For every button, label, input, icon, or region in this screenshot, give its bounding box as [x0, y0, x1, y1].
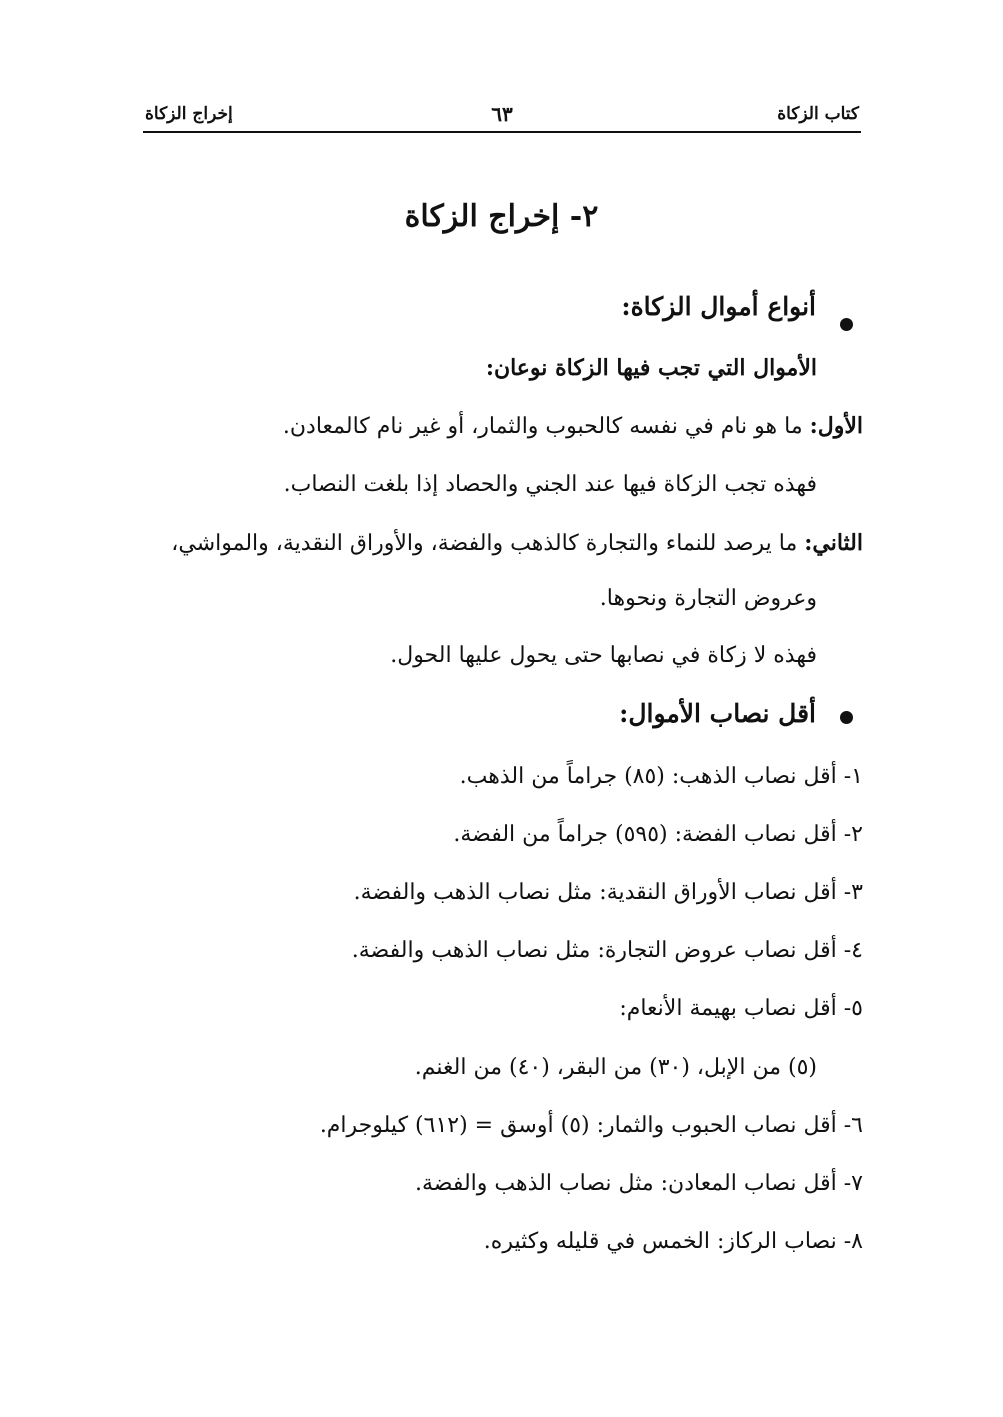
page-number: ٦٣	[491, 102, 513, 126]
list-item: ٤- أقل نصاب عروض التجارة: مثل نصاب الذهب والفضة.	[351, 938, 863, 963]
bullet-icon	[840, 711, 853, 724]
header-chapter-title: إخراج الزكاة	[145, 104, 233, 124]
list-item: ٦- أقل نصاب الحبوب والثمار: (٥) أوسق = (٦١٢) كيلوجرام.	[319, 1113, 863, 1138]
first-type-rule: فهذه تجب الزكاة فيها عند الجني والحصاد إذا بلغت النصاب.	[283, 472, 817, 497]
list-item: ٣- أقل نصاب الأوراق النقدية: مثل نصاب الذهب والفضة.	[353, 880, 863, 905]
list-item-detail: (٥) من الإبل، (٣٠) من البقر، (٤٠) من الغنم.	[414, 1055, 817, 1080]
list-item: ٢- أقل نصاب الفضة: (٥٩٥) جراماً من الفضة.	[453, 822, 863, 847]
second-type-rule: فهذه لا زكاة في نصابها حتى يحول عليها الحول.	[390, 643, 817, 668]
section-heading-types: أنواع أموال الزكاة:	[621, 292, 816, 321]
list-item: ٧- أقل نصاب المعادن: مثل نصاب الذهب والفضة.	[414, 1171, 863, 1196]
running-header	[143, 103, 861, 133]
list-item: ٥- أقل نصاب بهيمة الأنعام:	[619, 996, 863, 1021]
header-book-title: كتاب الزكاة	[777, 104, 859, 124]
first-type-label: الأول:	[809, 413, 863, 439]
second-type-continuation: وعروض التجارة ونحوها.	[599, 586, 817, 611]
section-intro: الأموال التي تجب فيها الزكاة نوعان:	[485, 355, 817, 381]
list-item: ٨- نصاب الركاز: الخمس في قليله وكثيره.	[483, 1229, 863, 1254]
first-type-paragraph	[283, 409, 863, 444]
chapter-title: ٢- إخراج الزكاة	[404, 199, 599, 234]
second-type-text: ما يرصد للنماء والتجارة كالذهب والفضة، والأوراق النقدية، والمواشي،	[171, 531, 805, 556]
first-type-text: ما هو نام في نفسه كالحبوب والثمار، أو غير نام كالمعادن.	[282, 414, 810, 439]
list-item: ١- أقل نصاب الذهب: (٨٥) جراماً من الذهب.	[459, 764, 863, 789]
second-type-paragraph	[171, 526, 863, 561]
second-type-label: الثاني:	[804, 530, 863, 556]
section-heading-nisab: أقل نصاب الأموال:	[619, 699, 816, 728]
bullet-icon	[840, 318, 853, 331]
